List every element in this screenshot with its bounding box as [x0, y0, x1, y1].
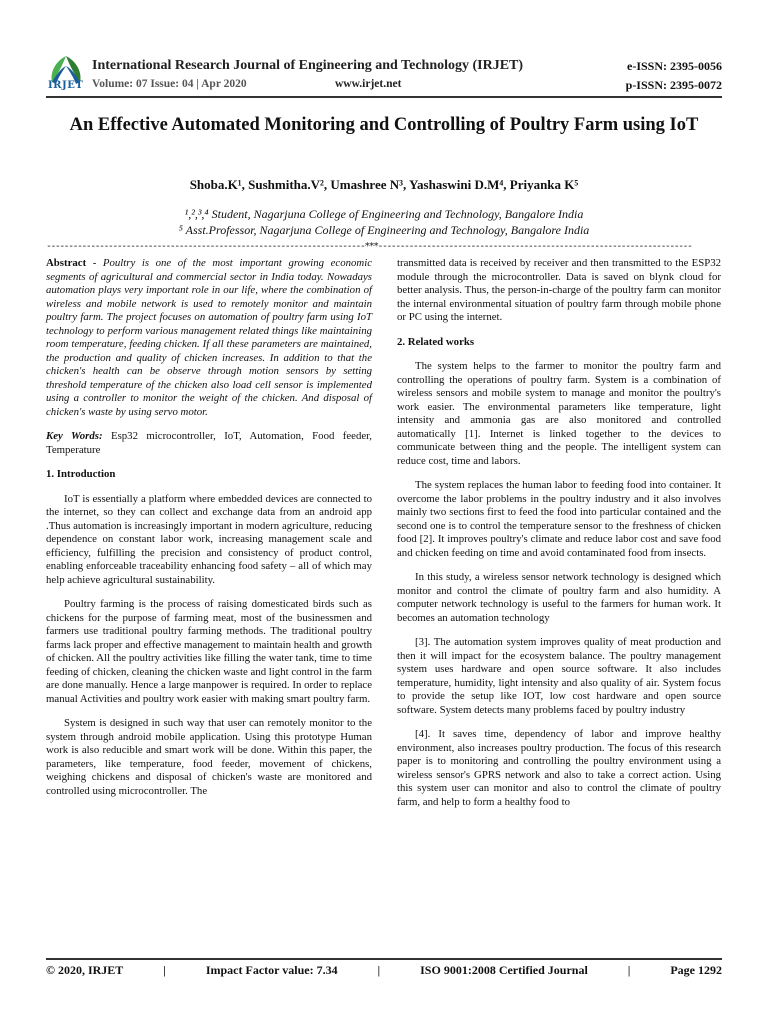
related-paragraph-3: In this study, a wireless sensor network technology is designed which monitor and control the climate of poultry farm and also humidity. A computer network technology is useful to the farmers for human work. It becomes an automation technology: [397, 571, 721, 624]
paper-title: An Effective Automated Monitoring and Controlling of Poultry Farm using IoT: [69, 115, 699, 135]
footer-copyright: © 2020, IRJET: [46, 963, 124, 977]
keywords: [46, 430, 372, 457]
page-footer: [46, 963, 722, 978]
footer-rule: [46, 958, 722, 960]
affiliation-students: ¹,²,³,⁴ Student, Nagarjuna College of Engineering and Technology, Bangalore India: [184, 207, 584, 221]
intro-paragraph-2: Poultry farming is the process of raising domesticated birds such as chickens for the purpose of farming meat, most of the businessmen and farmers use traditional poultry farming methods. The traditional poultry farms lack proper and effective management to maintain health and growth of chicken. All the poultry activities like filling the water tank, time to time feeding of chicken, cleaning the chicken waste and light control in the farm are done manually. Hence a large manpower is required. In order to replace manual Activities and poultry work easier with making smart poultry farm.: [46, 598, 372, 705]
related-paragraph-1: The system helps to the farmer to monitor the poultry farm and controlling the operations of poultry farm. System is a combination of wireless sensors and mobile system to manage and monitor the poultry's work easier. The environmental parameters like temperature, light intensity and ammonia gas are also monitored and controlled automatically [1]. Internet is linked together to the devices to communicate between thing and the people. The intelligent system can reduce cost, time and labors.: [397, 360, 721, 467]
related-paragraph-4: [3]. The automation system improves quality of meat production and then it will impact for the ecosystem balance. The poultry management system uses hardware and open source software. It also includes temperature, humidity, light intensity and also quality of air. System focus to provide the setup like IOT, low cost hardware and open source software. System detects many problems faced by poultry industry: [397, 636, 721, 716]
header-rule: [46, 96, 722, 98]
footer-impact-factor: Impact Factor value: 7.34: [205, 963, 338, 977]
abstract-label: Abstract: [46, 257, 87, 269]
intro-heading: 1. Introduction: [46, 468, 116, 480]
keywords-label: Key Words:: [46, 430, 103, 442]
footer-separator: |: [163, 963, 166, 977]
author-list: Shoba.K¹, Sushmitha.V², Umashree N³, Yashaswini D.M⁴, Priyanka K⁵: [189, 177, 579, 192]
related-paragraph-2: The system replaces the human labor to feeding food into container. It overcome the labor problems in the poultry industry and it also involves mainly two sections first to feed the food into particular contained and the second one is to control the temperature sensor to the freshness of chicken food [2]. It improves poultry's climate and reduce labor cost and save food and chicken feeding on time and avoid contaminated food from insects.: [397, 479, 721, 559]
affiliation-professor: ⁵ Asst.Professor, Nagarjuna College of Engineering and Technology, Bangalore India: [178, 223, 590, 237]
related-works-heading: 2. Related works: [397, 335, 475, 348]
journal-name: International Research Journal of Engineering and Technology (IRJET): [92, 58, 524, 73]
journal-website[interactable]: www.irjet.net: [335, 78, 402, 90]
footer-separator: |: [377, 963, 381, 977]
right-column: [397, 257, 721, 820]
abstract-text: - Poultry is one of the most important growing economic segments of agricultural and commercial sector in India today. Nowadays automation plays very important role in our life, where the combination of wireless and mobile network is used to remotely monitor and maintain poultry farm. The project focuses on automation of poultry farm using IoT technology to perform various management related things like maintaining room temperature, feeding chicken. If all these parameters are maintained, the production and quality of chicken increases. In addition to that the chicken's health can be observe through motion sensors by setting threshold temperature of the chicken also load cell sensor is implemented using a controller to monitor the weight of the chicken. And disposal of chicken's waste by using servo motor.: [46, 257, 372, 418]
journal-header: [0, 0, 768, 100]
left-column: [46, 257, 372, 809]
intro-paragraph-1: IoT is essentially a platform where embedded devices are connected to the internet, so they can collect and exchange data from an android app .Thus automation is increasingly important in modern agriculture, reducing dependence on constant labor work, increasing management scale and efficiency, fulfilling the precision and consistency of product control, enabling enforceable traceability enhancing food safety – all of which may help achieve agricultural sustainability.: [46, 492, 372, 586]
section-divider: ------------------------------------------------------------------------***-----------------------------------------------------------------------: [46, 241, 692, 252]
keywords-text: Esp32 microcontroller, IoT, Automation, Food feeder, Temperature: [46, 430, 372, 456]
volume-issue: Volume: 07 Issue: 04 | Apr 2020: [92, 78, 247, 90]
related-paragraph-5: [4]. It saves time, dependency of labor and improve healthy environment, also increases poultry production. The focus of this research paper is to monitoring and controlling the poultry environment using a wireless sensor's GPRS network and also to take a correct action. Using this system user can monitor and also to control the climate of poultry farm, and help to form a healthy food to: [397, 728, 721, 808]
footer-iso: ISO 9001:2008 Certified Journal: [420, 963, 588, 977]
intro-paragraph-3: System is designed in such way that user can remotely monitor to the system through android mobile application. Using this prototype Human work is also reducible and smart work will be done. Within this paper, the parameters, like temperature, food feeder, movement of chickens, weighing chickens and disposal of chicken's waste are monitored and controlled using microcontroller. The: [46, 717, 372, 797]
abstract: [46, 257, 372, 419]
footer-separator: |: [627, 963, 631, 977]
e-issn: e-ISSN: 2395-0056: [627, 59, 722, 73]
p-issn: p-ISSN: 2395-0072: [625, 78, 722, 92]
intro-continuation: transmitted data is received by receiver and then transmitted to the ESP32 module through the microcontroller. Data is saved on blynk cloud for better analysis. Thus, the person-in-charge of the poultry farm can monitor the internal environmental situation of poultry farm through mobile phone or PC using the internet.: [397, 257, 721, 323]
logo-text: IRJET: [48, 80, 84, 91]
irjet-logo-icon: [44, 52, 88, 98]
footer-page-number: Page 1292: [670, 963, 722, 977]
